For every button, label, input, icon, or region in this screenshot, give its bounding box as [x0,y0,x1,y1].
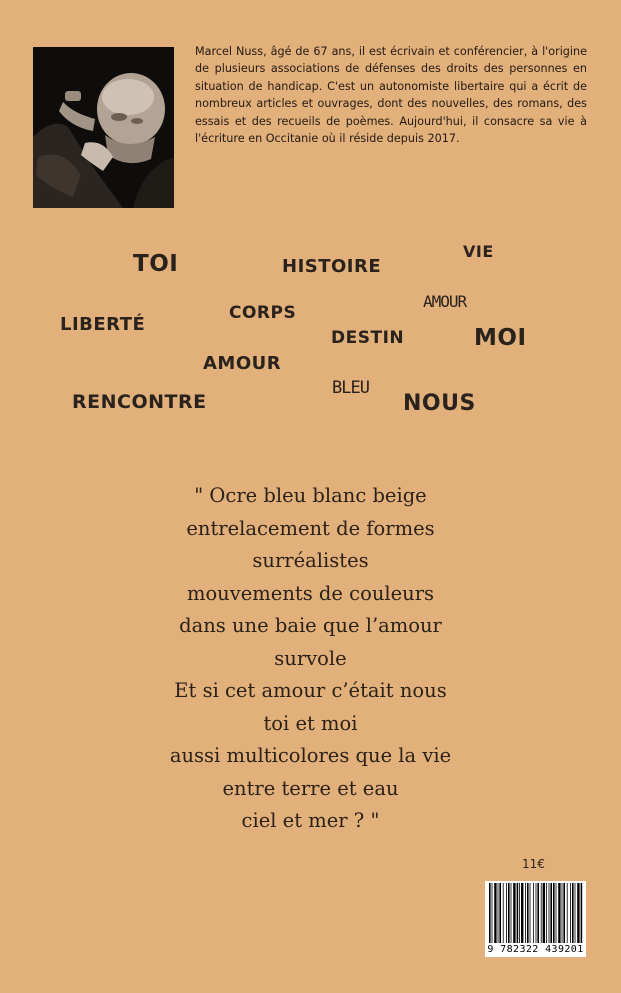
word-amour: AMOUR [203,353,282,374]
poem-line: surréalistes [252,549,369,572]
barcode-digits: 9 782322 439201 [487,944,584,955]
poem-line: Et si cet amour c’était nous [174,679,447,702]
poem-line: entrelacement de formes [186,516,435,540]
word-amour-small: AMOUR [423,292,467,311]
poem-line: survole [274,646,347,670]
word-nous: NOUS [403,391,476,416]
poem-line: aussi multicolores que la vie [169,744,452,767]
poem-line: entre terre et eau [222,776,399,800]
word-toi: TOI [133,251,179,277]
word-destin: DESTIN [331,328,405,348]
barcode-bars [485,883,586,945]
word-liberte: LIBERTÉ [60,314,146,335]
word-vie: VIE [463,242,494,261]
poem-line: ciel et mer ? " [241,809,380,832]
poem-line: mouvements de couleurs [186,581,435,605]
poem-line: " Ocre bleu blanc beige [194,484,427,507]
word-rencontre: RENCONTRE [72,391,207,413]
word-moi: MOI [474,325,527,351]
price-label: 11€ [522,857,545,871]
poem [0,480,621,838]
isbn-barcode [485,881,586,957]
word-corps: CORPS [229,303,297,323]
author-bio-text: Marcel Nuss, âgé de 67 ans, il est écrivain et conférencier, à l'origine de plusieurs associations de défenses des droits des personnes en situation de handicap. C'est un autonomiste libertaire qui a écrit de nombreux articles et ouvrages, dont des nouvelles, des romans, des essais et des recueils de poèmes. Aujourd'hui, il consacre sa vie à l'écriture en Occitanie où il réside depuis 2017. [195,45,587,146]
author-bio [195,43,587,147]
poem-line: dans une baie que l’amour [179,614,442,637]
author-photo [33,47,174,208]
poem-line: toi et moi [263,711,358,735]
word-bleu: BLEU [332,378,369,398]
word-histoire: HISTOIRE [282,256,382,277]
